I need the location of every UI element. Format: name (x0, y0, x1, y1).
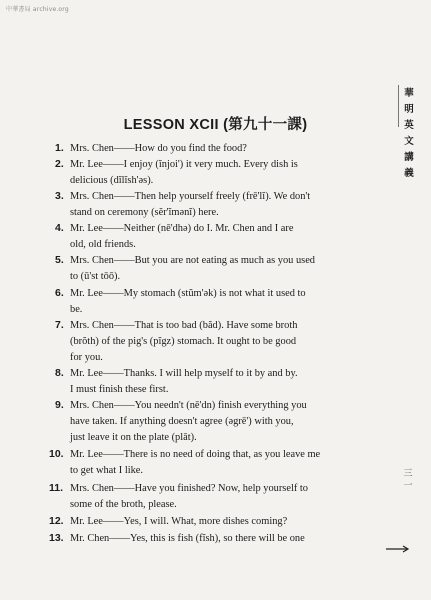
entry-line: to (ū'st tōō). (70, 271, 121, 282)
entry-line: for you. (70, 352, 103, 363)
entry-line: stand on ceremony (sĕr'ĭmənĭ) here. (70, 207, 219, 218)
entry-line: Mrs. Chen——Have you finished? Now, help yourself to (70, 483, 308, 494)
side-title-char: 英 (404, 120, 414, 131)
entry-line: Mr. Lee——Thanks. I will help myself to it by and by. (70, 368, 298, 379)
page-number-char: 一 (403, 481, 413, 491)
entry-number: 12. (49, 515, 64, 527)
continuation-mark (385, 544, 411, 557)
entry-line: Mr. Lee——There is no need of doing that, as you leave me (70, 449, 321, 460)
continuation-arrow-icon (385, 544, 411, 554)
entry-number: 1. (55, 142, 64, 154)
side-title-char: 講 (404, 152, 414, 163)
page-number-char: 三 (403, 469, 413, 479)
entry-line: have taken. If anything doesn't agree (əgrē') with you, (70, 416, 294, 427)
entry-number: 5. (55, 254, 64, 266)
entry-number: 6. (55, 287, 64, 299)
entry-line: Mr. Lee——My stomach (stŭm'ək) is not what it used to (70, 288, 306, 299)
entry-line: Mr. Lee——I enjoy (ĭnjoi') it very much. Every dish is (70, 159, 298, 170)
entry-number: 7. (55, 319, 64, 331)
entry-number: 11. (49, 482, 64, 494)
entry-number: 13. (49, 532, 64, 544)
entry-line: be. (70, 304, 83, 315)
entry-number: 10. (49, 448, 64, 460)
entry-line: (brŏth) of the pig's (pĭgz) stomach. It ought to be good (70, 336, 297, 347)
entry-number: 2. (55, 158, 64, 170)
entry-line: I must finish these first. (70, 384, 169, 395)
entry-line: just leave it on the plate (plāt). (70, 432, 197, 443)
entry-line: Mr. Lee——Yes, I will. What, more dishes coming? (70, 516, 288, 527)
scan-watermark: 中華書局 archive.org (6, 6, 69, 13)
entry-number: 9. (55, 399, 64, 411)
side-title-char: 明 (404, 104, 414, 115)
entry-line: Mrs. Chen——That is too bad (băd). Have some broth (70, 320, 298, 331)
entry-line: Mr. Lee——Neither (nē'dhə) do I. Mr. Chen and I are (70, 223, 294, 234)
entry-line: old, old friends. (70, 239, 136, 250)
entry-line: Mrs. Chen——How do you find the food? (70, 143, 247, 154)
side-title-char: 華 (404, 88, 414, 99)
entry-number: 4. (55, 222, 64, 234)
page-number (402, 468, 414, 492)
entry-line: Mr. Chen——Yes, this is fish (fĭsh), so there will be one (70, 533, 305, 544)
entry-number: 8. (55, 367, 64, 379)
lesson-title: LESSON XCII (第九十一課) (123, 117, 308, 133)
side-title-char: 義 (404, 168, 414, 179)
entry-line: Mrs. Chen——You needn't (nē'dn) finish everything you (70, 400, 307, 411)
entry-line: Mrs. Chen——But you are not eating as much as you used (70, 255, 316, 266)
entry-line: Mrs. Chen——Then help yourself freely (frē'lĭ). We don't (70, 191, 311, 202)
side-title-char: 文 (404, 136, 414, 147)
entry-number: 3. (55, 190, 64, 202)
entry-line: some of the broth, please. (70, 499, 177, 510)
entry-line: delicious (dĭlĭsh'əs). (70, 175, 154, 186)
entry-line: to get what I like. (70, 465, 144, 476)
